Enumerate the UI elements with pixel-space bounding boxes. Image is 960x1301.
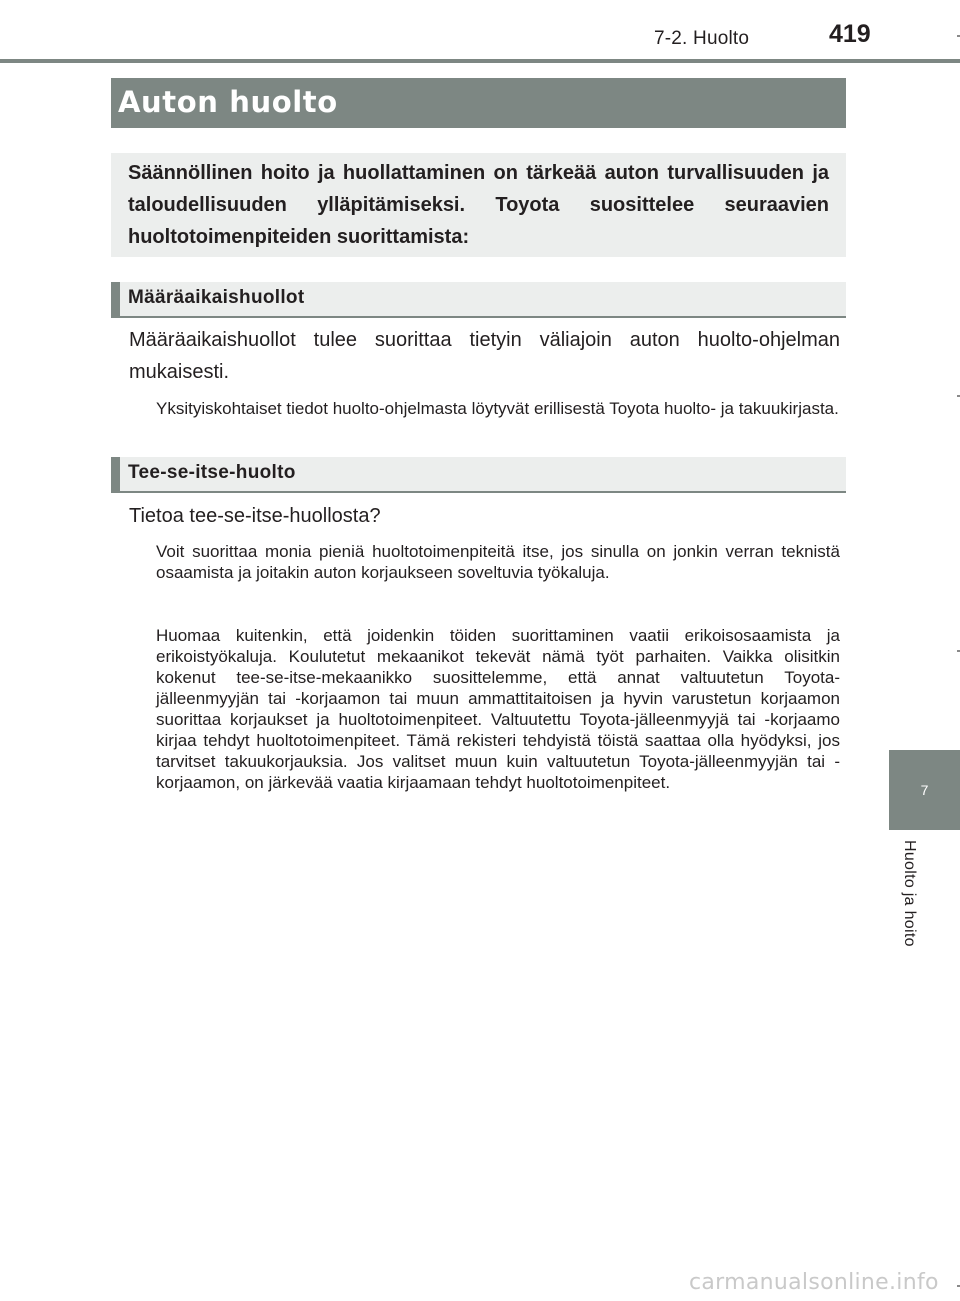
detail-paragraph: Yksityiskohtaiset tiedot huolto-ohjelmasta löytyvät erillisestä Toyota huolto- ja takuukirjasta. [156,399,839,418]
chapter-label: Huolto ja hoito [901,840,918,947]
page-title: Auton huolto [111,78,846,128]
intro-text: Säännöllinen hoito ja huollattaminen on tärkeää auton turvallisuuden ja taloudellisuuden ylläpitämiseksi. Toyota suosittelee seuraavien huoltotoimenpiteiden suorittamista: [128,162,829,248]
watermark: carmanualsonline.info [689,1270,939,1295]
header-section-title: 7-2. Huolto [654,28,750,49]
chapter-number: 7 [920,782,929,798]
section-lead-periodic-maintenance: Määräaikaishuollot tulee suorittaa tietyin väliajoin auton huolto-ohjelman mukaisesti. [129,329,840,383]
chapter-tab[interactable] [889,750,960,830]
page-number: 419 [829,20,871,48]
section-lead-diy-maintenance: Tietoa tee-se-itse-huollosta? [129,505,381,527]
detail-paragraph: Voit suorittaa monia pieniä huoltotoimenpiteitä itse, jos sinulla on jonkin verran teknistä osaamista ja joitakin auton korjaukseen soveltuvia työkaluja. [156,542,840,582]
section-heading-diy-maintenance: Tee-se-itse-huolto [111,457,846,493]
section-heading-periodic-maintenance: Määräaikaishuollot [111,282,846,318]
intro-box [111,153,846,257]
header-divider [0,59,960,63]
detail-paragraph: Huomaa kuitenkin, että joidenkin töiden suorittaminen vaatii erikoisosaamista ja erikoistyökaluja. Koulutetut mekaanikot tekevät nämä työt parhaiten. Vaikka olisitkin kokenut tee-se-itse-mekaanikko suosittelemme, että annat valtuutetun Toyota-jälleenmyyjän tai -korjaamon tai muun ammattitaitoisen ja hyvin varustetun korjaamon suorittaa korjaukset ja huoltotoimenpiteet. Valtuutettu Toyota-jälleenmyyjä tai -korjaamo kirjaa tehdyt huoltotoimenpiteet. Tämä rekisteri tehdyistä töistä saattaa olla hyödyksi, jos tarvitset takuukorjauksia. Jos valitset muun kuin valtuutetun Toyota-jälleenmyyjän tai -korjaamon, on järkevää vaatia kirjaamaan tehdyt huoltotoimenpiteet. [156,626,840,792]
